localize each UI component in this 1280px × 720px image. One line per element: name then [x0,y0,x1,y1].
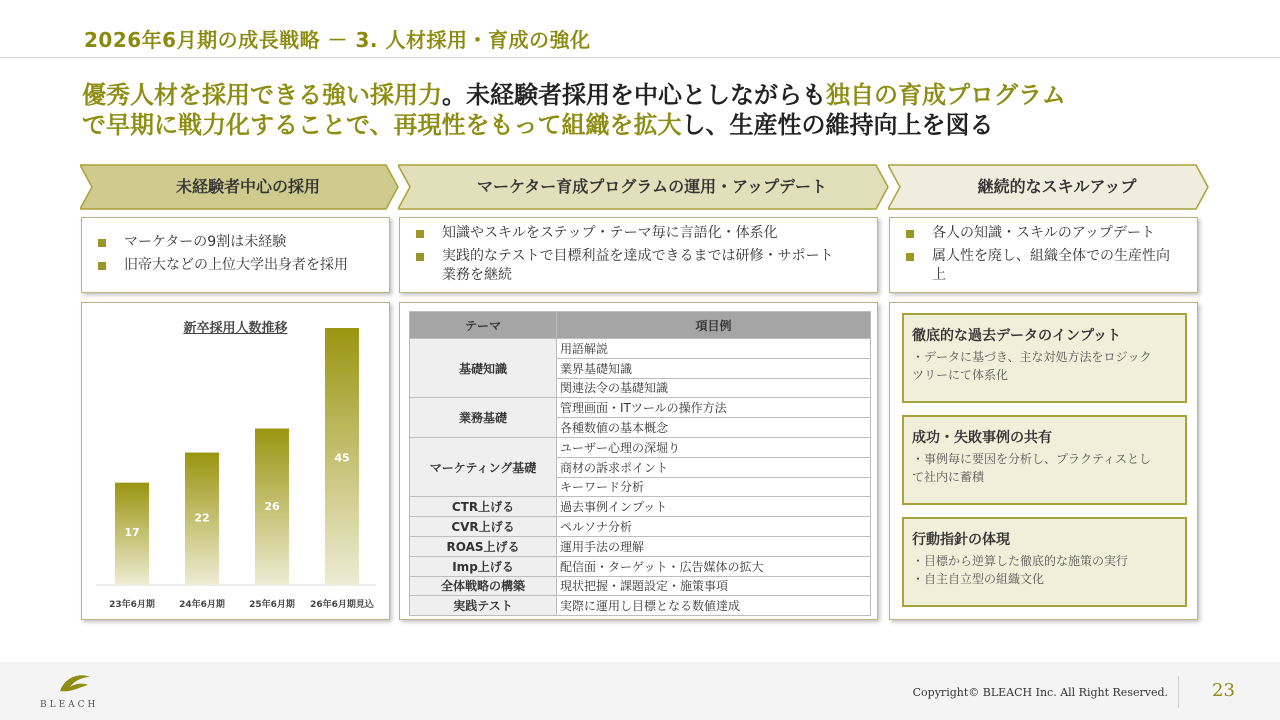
table-item-cell: ペルソナ分析 [557,517,871,537]
skill-box-title: 成功・失敗事例の共有 [912,430,1052,446]
table-row [410,576,871,596]
table-row [410,517,871,537]
footer-divider [1178,676,1179,708]
table-item-cell: キーワード分析 [557,477,871,497]
bullet-item: 知識やスキルをステップ・テーマ毎に言語化・体系化 [416,224,867,243]
table-category-cell: 実践テスト [410,596,557,616]
program-table [409,311,871,616]
skill-box-guidelines [902,517,1187,607]
chevron-label: 未経験者中心の採用 [175,177,320,196]
table-row [410,556,871,576]
bullets-panel-recruitment [81,217,390,293]
table-item-cell: 過去事例インプット [557,497,871,517]
headline-highlight: で早期に戦力化することで、再現性をもって組織を拡大 [82,111,682,139]
bullet-item: マーケターの9割は未経験 [98,233,379,252]
table-row [410,536,871,556]
table-row [410,497,871,517]
table-category-cell: CTR上げる [410,497,557,517]
chart-category-label: 24年6月期 [179,600,225,610]
skill-box-line: て社内に蓄積 [912,470,985,484]
table-item-cell: ユーザー心理の深堀り [557,437,871,457]
chart-category-label: 26年6月期見込 [310,600,374,610]
hiring-chart-panel [81,302,390,620]
table-item-cell: 商材の訴求ポイント [557,457,871,477]
table-category-cell: 基礎知識 [410,339,557,398]
bullet-item: 属人性を廃し、組織全体での生産性向上 [906,247,1176,285]
hiring-bar-chart [82,303,391,621]
table-category-cell: 業務基礎 [410,398,557,438]
table-category-cell: Imp上げる [410,556,557,576]
chevron-label: マーケター育成プログラムの運用・アップデート [477,177,827,196]
headline-highlight: 優秀人材を採用できる強い採用力 [82,81,442,109]
skill-box-line: ・自主自立型の組織文化 [912,572,1045,586]
chart-category-label: 23年6月期 [109,600,155,610]
chevron-header-recruitment [80,163,402,211]
bullet-list [890,218,1197,285]
table-item-cell: 現状把握・課題設定・施策事項 [557,576,871,596]
chart-data-label: 45 [334,451,350,465]
table-header-row [410,312,871,339]
chart-data-label: 22 [194,511,210,525]
bullet-item: 各人の知識・スキルのアップデート [906,224,1187,243]
chevron-header-skillup [888,163,1212,211]
table-row [410,398,871,418]
table-header-theme: テーマ [410,312,557,339]
chart-category-label: 25年6月期 [249,600,295,610]
table-item-cell: 実際に運用し目標となる数値達成 [557,596,871,616]
table-category-cell: マーケティング基礎 [410,437,557,496]
skill-box-case-sharing [902,415,1187,505]
page-number: 23 [1212,680,1235,701]
skill-box-line: ツリーにて体系化 [912,368,1009,382]
table-body [410,339,871,616]
table-item-cell: 用語解説 [557,339,871,359]
copyright-text: Copyright© BLEACH Inc. All Right Reserved. [912,686,1168,699]
bleach-logo-icon [58,671,92,697]
chevron-header-program [398,163,892,211]
table-category-cell: 全体戦略の構築 [410,576,557,596]
table-item-cell: 配信面・ターゲット・広告媒体の拡大 [557,556,871,576]
table-item-cell: 運用手法の理解 [557,536,871,556]
table-header-items: 項目例 [557,312,871,339]
table-row [410,437,871,457]
chart-data-label: 26 [264,499,280,513]
table-item-cell: 関連法令の基礎知識 [557,378,871,398]
skill-boxes-panel [889,302,1198,620]
headline-text: し、生産性の維持向上を図る [681,111,994,139]
table-item-cell: 各種数値の基本概念 [557,418,871,438]
table-row [410,596,871,616]
bullet-item: 実践的なテストで目標利益を達成できるまでは研修・サポート業務を継続 [416,247,836,285]
skill-box-line: ・目標から逆算した徹底的な施策の実行 [912,554,1129,568]
table-item-cell: 管理画面・ITツールの操作方法 [557,398,871,418]
skill-box-data-input [902,313,1187,403]
bullet-item: 旧帝大などの上位大学出身者を採用 [98,256,379,275]
headline [82,80,1066,140]
chevron-label: 継続的なスキルアップ [977,177,1137,196]
chart-title: 新卒採用人数推移 [183,321,288,336]
skill-box-title: 行動指針の体現 [912,532,1010,548]
table-row [410,339,871,359]
logo-wordmark: BLEACH [40,700,99,710]
headline-line-1 [82,80,1066,110]
slide-header [0,0,1280,58]
table-category-cell: CVR上げる [410,517,557,537]
slide-footer [0,662,1280,720]
headline-highlight: 独自の育成プログラム [826,81,1066,109]
slide-title: 2026年6月期の成長戦略 － 3. 人材採用・育成の強化 [84,28,591,52]
skill-box-title: 徹底的な過去データのインプット [912,328,1122,344]
table-category-cell: ROAS上げる [410,536,557,556]
skill-box-line: ・事例毎に要因を分析し、プラクティスとし [912,452,1152,466]
bullets-panel-skillup [889,217,1198,293]
skill-box-line: ・データに基づき、主な対処方法をロジック [912,350,1152,364]
bullets-panel-program [399,217,878,293]
headline-text: 。未経験者採用を中心としながらも [442,81,826,109]
table-item-cell: 業界基礎知識 [557,358,871,378]
headline-line-2 [82,110,1066,140]
bullet-list [400,218,877,285]
bullet-list [82,218,389,275]
program-table-panel [399,302,878,620]
chart-data-label: 17 [124,525,140,539]
